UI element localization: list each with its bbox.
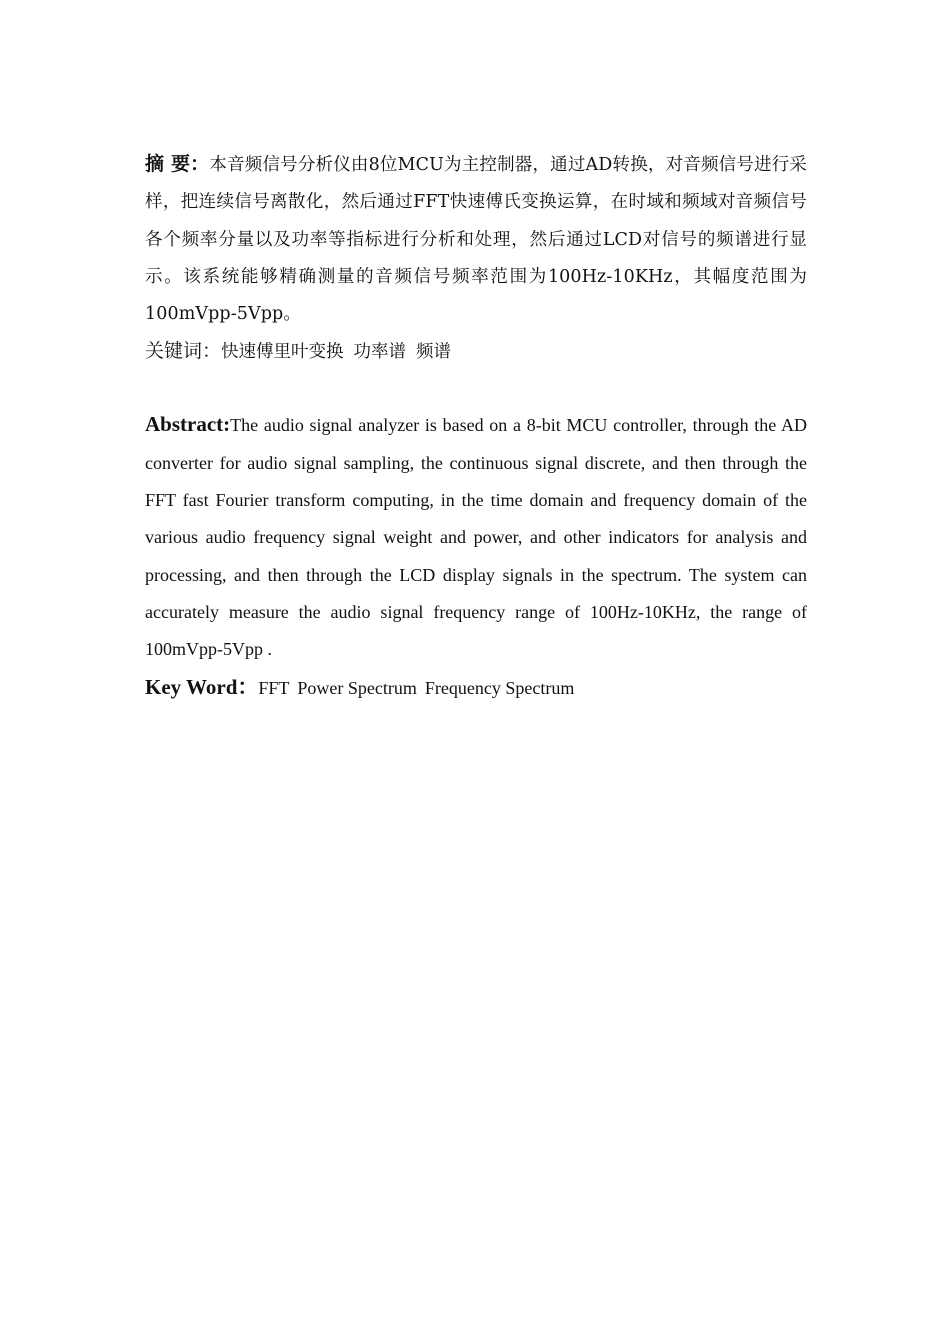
chinese-keyword: 功率谱	[353, 342, 407, 363]
chinese-keyword: 快速傅里叶变换	[221, 342, 344, 363]
chinese-keywords	[145, 333, 807, 370]
chinese-keywords-label: 关键词：	[145, 340, 222, 363]
english-abstract-text: The audio signal analyzer is based on a 8-bit MCU controller, through the AD converter for audio signal sampling, the continuous signal discrete, and then through the FFT fast Fourier transform computing, in the time domain and frequency domain of the various audio frequency signal weight and power, and other indicators for analysis and processing, and then through the LCD display signals in the spectrum. The system can accurately measure the audio signal frequency range of 100Hz-10KHz, the range of 100mVpp-5Vpp .	[145, 415, 807, 660]
chinese-abstract	[145, 146, 807, 333]
chinese-keyword: 频谱	[416, 342, 452, 363]
document-page	[145, 146, 807, 706]
english-abstract-label: Abstract:	[145, 412, 231, 437]
english-keywords-label: Key Word：	[145, 674, 259, 699]
english-keyword: Power Spectrum	[297, 677, 417, 698]
english-keywords	[145, 669, 807, 706]
english-keyword: FFT	[258, 677, 290, 698]
english-abstract	[145, 406, 807, 668]
english-keyword: Frequency Spectrum	[424, 677, 575, 698]
chinese-abstract-text: 本音频信号分析仪由8位MCU为主控制器，通过AD转换，对音频信号进行采样，把连续信号离散化，然后通过FFT快速傅氏变换运算，在时域和频域对音频信号各个频率分量以及功率等指标进行分析和处理，然后通过LCD对信号的频谱进行显示。该系统能够精确测量的音频信号频率范围为100Hz-10KHz，其幅度范围为100mVpp-5Vpp。	[145, 155, 808, 325]
chinese-abstract-label: 摘 要：	[145, 153, 210, 175]
